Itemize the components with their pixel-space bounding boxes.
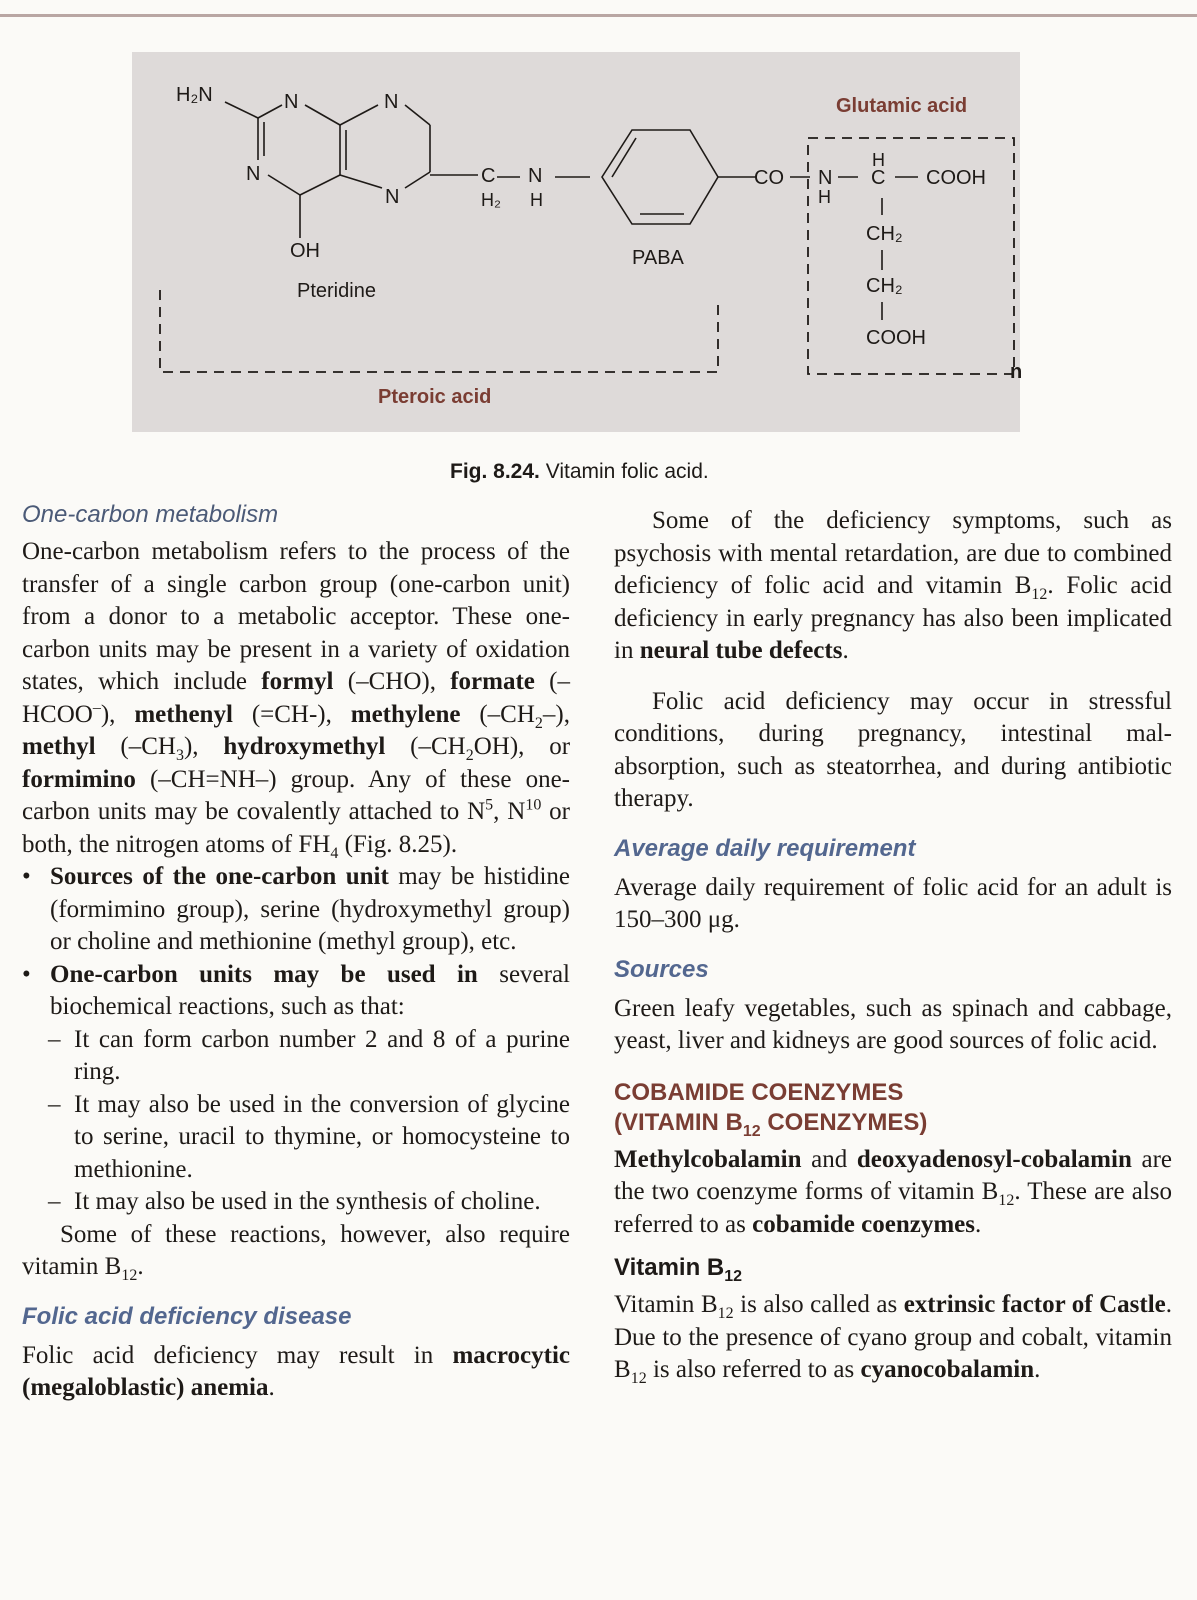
n-atom: N (385, 186, 400, 208)
paragraph-one-carbon: One-carbon metabolism refers to the process of the transfer of a single carbon group (one-carbon unit) from a donor to a metabolic acceptor. These one-carbon units may be present in a variety of oxidation states, which include formyl (–CHO), formate (–HCOO–), methenyl (=CH-), methylene $(-CH_2-)$, methyl $(-CH_3)$, hydroxymethyl $(-CH_2OH)$, or formimino (–CH=NH–) group. Any of these one-carbon units may be covalently attached to $N^5$, $N^{10}$ or both, the nitrogen atoms of $FH_4$ (Fig. 8.25). (22, 538, 571, 862)
pteridine-label: Pteridine (297, 280, 376, 302)
right-column (614, 505, 1172, 1387)
bullet-sources: • Sources of the one-carbon unit may be histidine (formimino group), serine (hydroxymethyl group) or choline and methionine (methyl group), etc. (22, 863, 570, 955)
methylene-label: CH₂ (866, 275, 903, 297)
paragraph-stress: Folic acid deficiency may occur in stressful conditions, during pregnancy, intestinal mal-absorption, such as steatorrhea, and during antibiotic therapy. (614, 687, 1172, 812)
paragraph-b12-requirement: Some of these reactions, however, also require vitamin $B_{12}$. (22, 1220, 570, 1284)
heading-vitamin-b12: Vitamin $B_{12}$ (614, 1254, 743, 1285)
bullet-uses: • One-carbon units may be used in several biochemical reactions, such as that: (22, 960, 571, 1020)
h-label: H (872, 150, 885, 170)
heading-daily-requirement: Average daily requirement (614, 834, 916, 862)
hydroxyl-label: OH (290, 240, 320, 262)
n-atom: N (246, 163, 261, 185)
paragraph-symptoms: Some of the deficiency symptoms, such as psychosis with mental retardation, are due to combined deficiency of folic acid and vitamin $B_{12}$. Folic acid deficiency in early pregnancy has also been implicated in neural tube defects. (614, 507, 1172, 664)
dash-item-choline: – It may also be used in the synthesis of choline. (48, 1188, 541, 1215)
dash-item-purine: – It can form carbon number 2 and 8 of a purine ring. (48, 1025, 570, 1085)
carboxyl-label: COOH (866, 327, 926, 349)
dash-item-conversion: – It may also be used in the conversion of glycine to serine, uracil to thymine, or homocysteine to methionine. (48, 1090, 570, 1183)
caption-text: Vitamin folic acid. (545, 460, 709, 483)
heading-one-carbon: One-carbon metabolism (22, 501, 279, 528)
paragraph-coenzymes: Methylcobalamin and deoxyadenosyl-cobalamin are the two coenzyme forms of vitamin $B_{12}$. These are also referred to as cobamide coenzymes. (614, 1145, 1173, 1238)
amino-label: H₂N (176, 84, 213, 106)
folic-acid-structure (0, 0, 1197, 470)
h-label: H (530, 190, 543, 210)
h2-label: H₂ (481, 190, 501, 210)
carbonyl-label: CO (754, 167, 784, 189)
heading-cobamide: COBAMIDE COENZYMES (VITAMIN $B_{12}$ COENZYMES) (614, 1078, 928, 1140)
paragraph-castle: Vitamin $B_{12}$ is also called as extrinsic factor of Castle. Due to the presence of cyano group and cobalt, vitamin $B_{12}$ is also referred to as cyanocobalamin. (614, 1291, 1172, 1387)
methylene-label: CH₂ (866, 223, 903, 245)
c-atom: C (871, 167, 886, 189)
heading-deficiency: Folic acid deficiency disease (22, 1302, 352, 1330)
h-label: H (818, 187, 831, 207)
n-atom: N (384, 91, 399, 113)
carboxyl-label: COOH (926, 167, 986, 189)
paragraph-deficiency: Folic acid deficiency may result in macrocytic (megaloblastic) anemia. (22, 1341, 570, 1401)
figure-caption (450, 460, 709, 484)
heading-sources: Sources (614, 955, 709, 983)
caption-number: Fig. 8.24. (450, 460, 540, 483)
n-atom: N (284, 91, 299, 113)
n-atom: N (528, 165, 543, 187)
paragraph-daily-requirement: Average daily requirement of folic acid for an adult is 150–300 μg. (614, 873, 1172, 933)
c-atom: C (481, 165, 496, 187)
n-atom: N (818, 167, 833, 189)
paba-label: PABA (632, 247, 684, 269)
glutamic-label: Glutamic acid (836, 95, 968, 117)
pteroic-label: Pteroic acid (378, 386, 492, 408)
left-column (22, 500, 570, 1405)
repeat-n-label: n (1010, 361, 1023, 383)
paragraph-sources: Green leafy vegetables, such as spinach and cabbage, yeast, liver and kidneys are good sources of folic acid. (614, 994, 1172, 1054)
